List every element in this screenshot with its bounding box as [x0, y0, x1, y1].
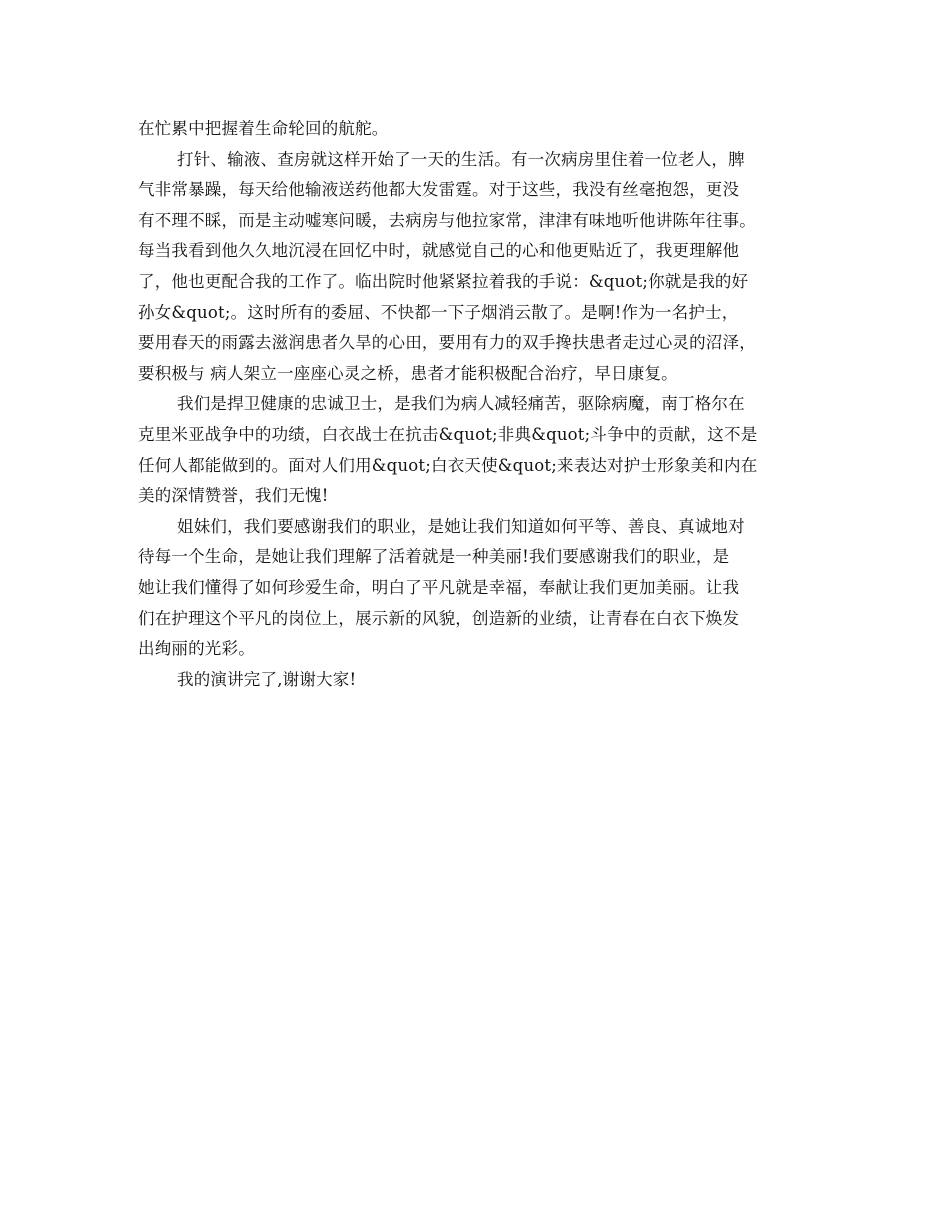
text-line: 出绚丽的光彩。	[138, 639, 255, 659]
text-line: 在忙累中把握着生命轮回的航舵。	[138, 119, 389, 138]
text-line: 有不理不睬，而是主动嘘寒问暖，去病房与他拉家常，津津有味地听他讲陈年往事。	[138, 210, 756, 230]
text-line: 任何人都能做到的。面对人们用&quot;白衣天使&quot;来表达对护士形象美和内在	[138, 455, 758, 475]
text-line: 美的深情赞誉，我们无愧!	[138, 486, 329, 506]
text-line: 待每一个生命，是她让我们理解了活着就是一种美丽!我们要感谢我们的职业，是	[138, 547, 730, 567]
paragraph-start-line: 打针、输液、查房就这样开始了一天的生活。有一次病房里住着一位老人，脾	[177, 149, 745, 169]
paragraph-start-line: 我们是捍卫健康的忠诚卫士，是我们为病人减轻痛苦，驱除病魔，南丁格尔在	[177, 394, 745, 414]
text-line: 了，他也更配合我的工作了。临出院时他紧紧拉着我的手说：&quot;你就是我的好	[138, 271, 749, 291]
closing-line: 我的演讲完了,谢谢大家!	[177, 669, 357, 689]
text-line: 们在护理这个平凡的岗位上，展示新的风貌，创造新的业绩，让青春在白衣下焕发	[138, 608, 740, 628]
speech-text-body	[138, 114, 818, 695]
text-line: 气非常暴躁，每天给他输液送药他都大发雷霆。对于这些，我没有丝毫抱怨，更没	[138, 180, 740, 200]
text-line: 孙女&quot;。这时所有的委屈、不快都一下子烟消云散了。是啊!作为一名护士，	[138, 302, 739, 322]
text-line: 每当我看到他久久地沉浸在回忆中时，就感觉自己的心和他更贴近了，我更理解他	[138, 241, 740, 261]
text-line: 她让我们懂得了如何珍爱生命，明白了平凡就是幸福，奉献让我们更加美丽。让我	[138, 577, 740, 597]
text-line: 克里米亚战争中的功绩，白衣战士在抗击&quot;非典&quot;斗争中的贡献，这不是	[138, 424, 758, 444]
text-line: 要用春天的雨露去滋润患者久旱的心田，要用有力的双手搀扶患者走过心灵的沼泽，	[138, 333, 756, 353]
text-line: 要积极与 病人架立一座座心灵之桥，患者才能积极配合治疗，早日康复。	[138, 363, 678, 383]
paragraph-start-line: 姐妹们，我们要感谢我们的职业，是她让我们知道如何平等、善良、真诚地对	[177, 516, 745, 536]
